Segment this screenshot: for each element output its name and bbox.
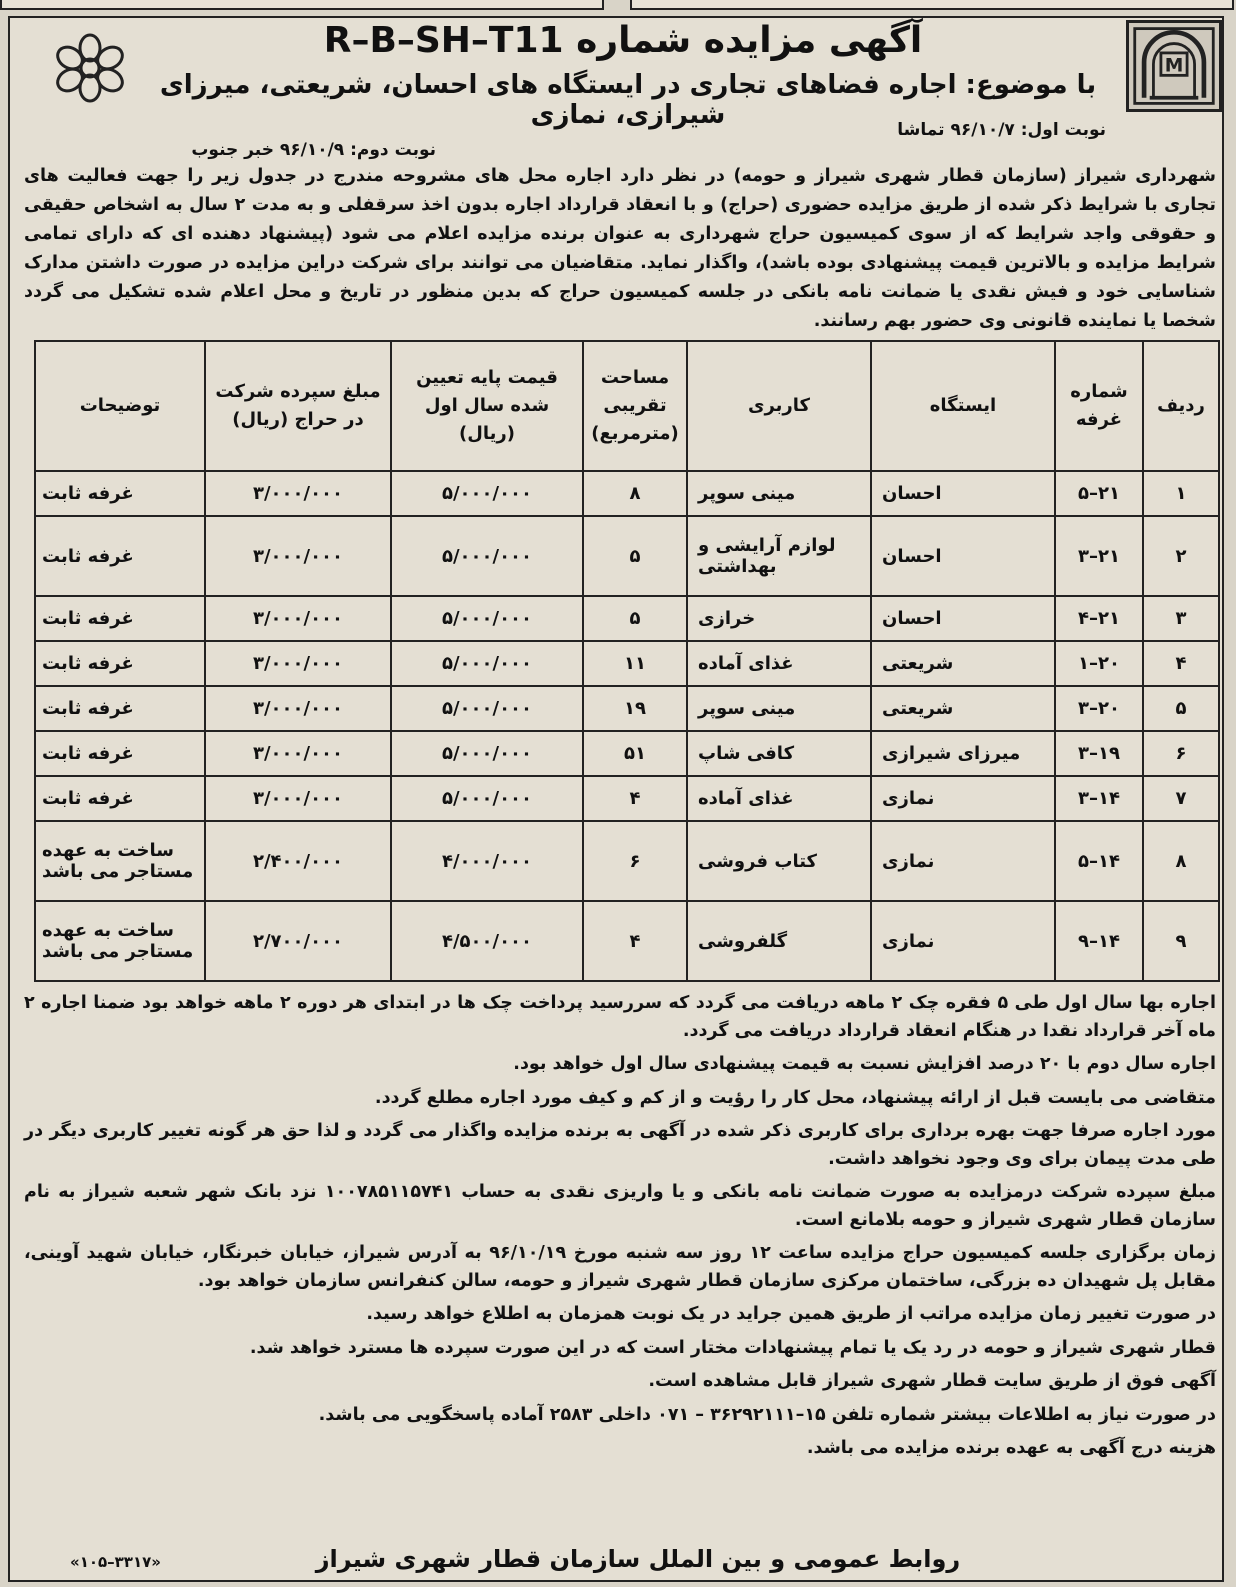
- cell-row-number: ۷: [1143, 776, 1219, 821]
- cell-base-price: ۵/۰۰۰/۰۰۰: [391, 596, 583, 641]
- ad-title: آگهی مزایده شماره R–B–SH–T11: [323, 20, 923, 61]
- table-row: [35, 641, 1219, 686]
- cell-booth-number: ۱۹–۳: [1055, 731, 1143, 776]
- cell-booth-number: ۲۰–۱: [1055, 641, 1143, 686]
- cell-booth-number: ۱۴–۵: [1055, 821, 1143, 901]
- cell-base-price: ۴/۰۰۰/۰۰۰: [391, 821, 583, 901]
- top-strip: [0, 0, 1236, 12]
- cell-usage: غذای آماده: [687, 641, 871, 686]
- cell-notes: غرفه ثابت: [35, 471, 205, 516]
- table-row: [35, 776, 1219, 821]
- cell-base-price: ۵/۰۰۰/۰۰۰: [391, 471, 583, 516]
- header-deposit: مبلغ سپرده شرکت در حراج (ریال): [205, 341, 391, 471]
- cell-usage: مینی سوپر: [687, 686, 871, 731]
- cell-station: نمازی: [871, 901, 1055, 981]
- cell-area: ۵: [583, 596, 687, 641]
- cell-station: احسان: [871, 471, 1055, 516]
- cell-deposit: ۳/۰۰۰/۰۰۰: [205, 731, 391, 776]
- cell-station: نمازی: [871, 776, 1055, 821]
- cell-deposit: ۳/۰۰۰/۰۰۰: [205, 516, 391, 596]
- cell-booth-number: ۲۱–۳: [1055, 516, 1143, 596]
- condition-item: اجاره سال دوم با ۲۰ درصد افزایش نسبت به قیمت پیشنهادی سال اول خواهد بود.: [513, 1054, 1216, 1074]
- municipality-flower-logo-icon: [50, 30, 130, 110]
- cell-deposit: ۳/۰۰۰/۰۰۰: [205, 596, 391, 641]
- condition-item: مورد اجاره صرفا جهت بهره برداری برای کاربری ذکر شده در آگهی به برنده مزایده واگذار می گردد و لذا حق هر گونه تغییر کاربری دیگر در طی مدت پیمان برای وی وجود نخواهد داشت.: [24, 1121, 1216, 1169]
- header-booth-number: شماره غرفه: [1055, 341, 1143, 471]
- table-row: [35, 516, 1219, 596]
- cell-usage: کتاب فروشی: [687, 821, 871, 901]
- condition-item: مبلغ سپرده شرکت درمزایده به صورت ضمانت نامه بانکی و یا واریزی نقدی به حساب ۱۰۰۷۸۵۱۱۵۷۴۱ نزد بانک شهر شعبه شیراز به نام سازمان قطار شهری شیراز و حومه بلامانع است.: [24, 1182, 1216, 1230]
- top-border-right: [630, 0, 1234, 10]
- cell-usage: گلفروشی: [687, 901, 871, 981]
- cell-area: ۱۱: [583, 641, 687, 686]
- cell-station: شریعتی: [871, 641, 1055, 686]
- cell-area: ۱۹: [583, 686, 687, 731]
- header-area: مساحت تقریبی (مترمربع): [583, 341, 687, 471]
- cell-deposit: ۳/۰۰۰/۰۰۰: [205, 776, 391, 821]
- cell-area: ۶: [583, 821, 687, 901]
- cell-notes: غرفه ثابت: [35, 516, 205, 596]
- footer-signature: روابط عمومی و بین الملل سازمان قطار شهری شیراز: [315, 1545, 961, 1573]
- cell-row-number: ۸: [1143, 821, 1219, 901]
- table-row: [35, 731, 1219, 776]
- table-row: [35, 901, 1219, 981]
- cell-notes: غرفه ثابت: [35, 731, 205, 776]
- cell-row-number: ۶: [1143, 731, 1219, 776]
- first-publication: نوبت اول: ۹۶/۱۰/۷ تماشا: [897, 120, 1106, 140]
- second-publication: نوبت دوم: ۹۶/۱۰/۹ خبر جنوب: [191, 140, 436, 160]
- cell-booth-number: ۱۴–۳: [1055, 776, 1143, 821]
- table-row: [35, 686, 1219, 731]
- cell-row-number: ۴: [1143, 641, 1219, 686]
- cell-usage: خرازی: [687, 596, 871, 641]
- cell-deposit: ۳/۰۰۰/۰۰۰: [205, 641, 391, 686]
- condition-item: در صورت نیاز به اطلاعات بیشتر شماره تلفن ۱۵–۳۶۲۹۲۱۱۱ – ۰۷۱ داخلی ۲۵۸۳ آماده پاسخگویی می باشد.: [318, 1404, 1216, 1425]
- cell-area: ۴: [583, 901, 687, 981]
- top-border-left: [0, 0, 604, 10]
- cell-base-price: ۴/۵۰۰/۰۰۰: [391, 901, 583, 981]
- cell-deposit: ۳/۰۰۰/۰۰۰: [205, 686, 391, 731]
- metro-logo-letter: M: [1164, 55, 1184, 77]
- table-header-row: [35, 341, 1219, 471]
- cell-area: ۵۱: [583, 731, 687, 776]
- condition-item: قطار شهری شیراز و حومه در رد یک یا تمام پیشنهادات مختار است که در این صورت سپرده ها مسترد خواهد شد.: [249, 1337, 1216, 1358]
- cell-usage: لوازم آرایشی و بهداشتی: [687, 516, 871, 596]
- cell-base-price: ۵/۰۰۰/۰۰۰: [391, 731, 583, 776]
- cell-row-number: ۹: [1143, 901, 1219, 981]
- cell-usage: مینی سوپر: [687, 471, 871, 516]
- condition-item: زمان برگزاری جلسه کمیسیون حراج مزایده ساعت ۱۲ روز سه شنبه مورخ ۹۶/۱۰/۱۹ به آدرس شیراز، خیابان خبرنگار، خیابان شهید آوینی، مقابل پل شهیدان ده بزرگی، ساختمان مرکزی سازمان قطار شهری شیراز و حومه، سالن کنفرانس سازمان خواهد بود.: [24, 1243, 1216, 1291]
- cell-notes: غرفه ثابت: [35, 776, 205, 821]
- cell-row-number: ۳: [1143, 596, 1219, 641]
- table-row: [35, 471, 1219, 516]
- cell-notes: ساخت به عهده مستاجر می باشد: [35, 901, 205, 981]
- condition-item: اجاره بها سال اول طی ۵ فقره چک ۲ ماهه دریافت می گردد که سررسید پرداخت چک ها در ابتدای هر دوره ۲ ماهه خواهد بود ضمنا اجاره ۲ ماه آخر قرارداد نقدا در هنگام انعقاد قرارداد دریافت می گردد.: [24, 993, 1216, 1041]
- cell-booth-number: ۲۱–۵: [1055, 471, 1143, 516]
- intro-paragraph: شهرداری شیراز (سازمان قطار شهری شیراز و حومه) در نظر دارد اجاره محل های مشروحه مندرج در جدول زیر را جهت فعالیت های تجاری با شرایط ذکر شده از طریق مزایده حضوری (حراج) و با انعقاد قرارداد اجاره بدون اخذ سرقفلی و به مدت ۲ سال به اشخاص حقیقی و حقوقی واجد شرایط که از سوی کمیسیون حراج شهرداری به عنوان برنده مزایده اعلام می شود (پیشنهاد دهنده ای که دارای تمامی شرایط مزایده و بالاترین قیمت پیشنهادی بوده باشد)، واگذار نماید. متقاضیان می توانند برای شرکت دراین مزایده در صورت داشتن مدارک شناسایی خود و فیش نقدی یا ضمانت نامه بانکی در جلسه کمیسیون حراج که بدین منظور در تاریخ و محل اعلام شده تشکیل می گردد شخصا یا نماینده قانونی وی حضور بهم رسانند.: [24, 166, 1216, 331]
- ad-code: «۱۰۵–۳۳۱۷»: [70, 1553, 161, 1571]
- conditions-section: [24, 990, 1216, 1469]
- condition-item: در صورت تغییر زمان مزایده مراتب از طریق همین جراید در یک نوبت همزمان به اطلاع خواهد رسید.: [366, 1304, 1216, 1324]
- cell-booth-number: ۱۴–۹: [1055, 901, 1143, 981]
- table-row: [35, 821, 1219, 901]
- cell-base-price: ۵/۰۰۰/۰۰۰: [391, 516, 583, 596]
- cell-area: ۸: [583, 471, 687, 516]
- cell-booth-number: ۲۱–۴: [1055, 596, 1143, 641]
- condition-item: هزینه درج آگهی به عهده برنده مزایده می باشد.: [806, 1438, 1216, 1458]
- cell-usage: غذای آماده: [687, 776, 871, 821]
- cell-base-price: ۵/۰۰۰/۰۰۰: [391, 686, 583, 731]
- cell-deposit: ۳/۰۰۰/۰۰۰: [205, 471, 391, 516]
- cell-area: ۵: [583, 516, 687, 596]
- header-notes: توضیحات: [35, 341, 205, 471]
- cell-base-price: ۵/۰۰۰/۰۰۰: [391, 776, 583, 821]
- cell-row-number: ۵: [1143, 686, 1219, 731]
- cell-station: میرزای شیرازی: [871, 731, 1055, 776]
- header-base-price: قیمت پایه تعیین شده سال اول (ریال): [391, 341, 583, 471]
- cell-notes: ساخت به عهده مستاجر می باشد: [35, 821, 205, 901]
- cell-station: نمازی: [871, 821, 1055, 901]
- cell-booth-number: ۲۰–۳: [1055, 686, 1143, 731]
- ad-subject: با موضوع: اجاره فضاهای تجاری در ایستگاه های احسان، شریعتی، میرزای شیرازی، نمازی: [159, 70, 1097, 130]
- cell-row-number: ۱: [1143, 471, 1219, 516]
- cell-notes: غرفه ثابت: [35, 641, 205, 686]
- condition-item: آگهی فوق از طریق سایت قطار شهری شیراز قابل مشاهده است.: [648, 1371, 1216, 1391]
- header-row-number: ردیف: [1143, 341, 1219, 471]
- table-row: [35, 596, 1219, 641]
- header-station: ایستگاه: [871, 341, 1055, 471]
- cell-notes: غرفه ثابت: [35, 686, 205, 731]
- cell-row-number: ۲: [1143, 516, 1219, 596]
- cell-deposit: ۲/۷۰۰/۰۰۰: [205, 901, 391, 981]
- cell-station: شریعتی: [871, 686, 1055, 731]
- cell-station: احسان: [871, 516, 1055, 596]
- condition-item: متقاضی می بایست قبل از ارائه پیشنهاد، محل کار را رؤیت و از کم و کیف مورد اجاره مطلع گردد.: [374, 1087, 1216, 1108]
- cell-base-price: ۵/۰۰۰/۰۰۰: [391, 641, 583, 686]
- items-table: [34, 340, 1220, 982]
- cell-station: احسان: [871, 596, 1055, 641]
- header-usage: کاربری: [687, 341, 871, 471]
- cell-area: ۴: [583, 776, 687, 821]
- cell-deposit: ۲/۴۰۰/۰۰۰: [205, 821, 391, 901]
- cell-notes: غرفه ثابت: [35, 596, 205, 641]
- cell-usage: کافی شاپ: [687, 731, 871, 776]
- metro-logo-icon: [1126, 20, 1222, 112]
